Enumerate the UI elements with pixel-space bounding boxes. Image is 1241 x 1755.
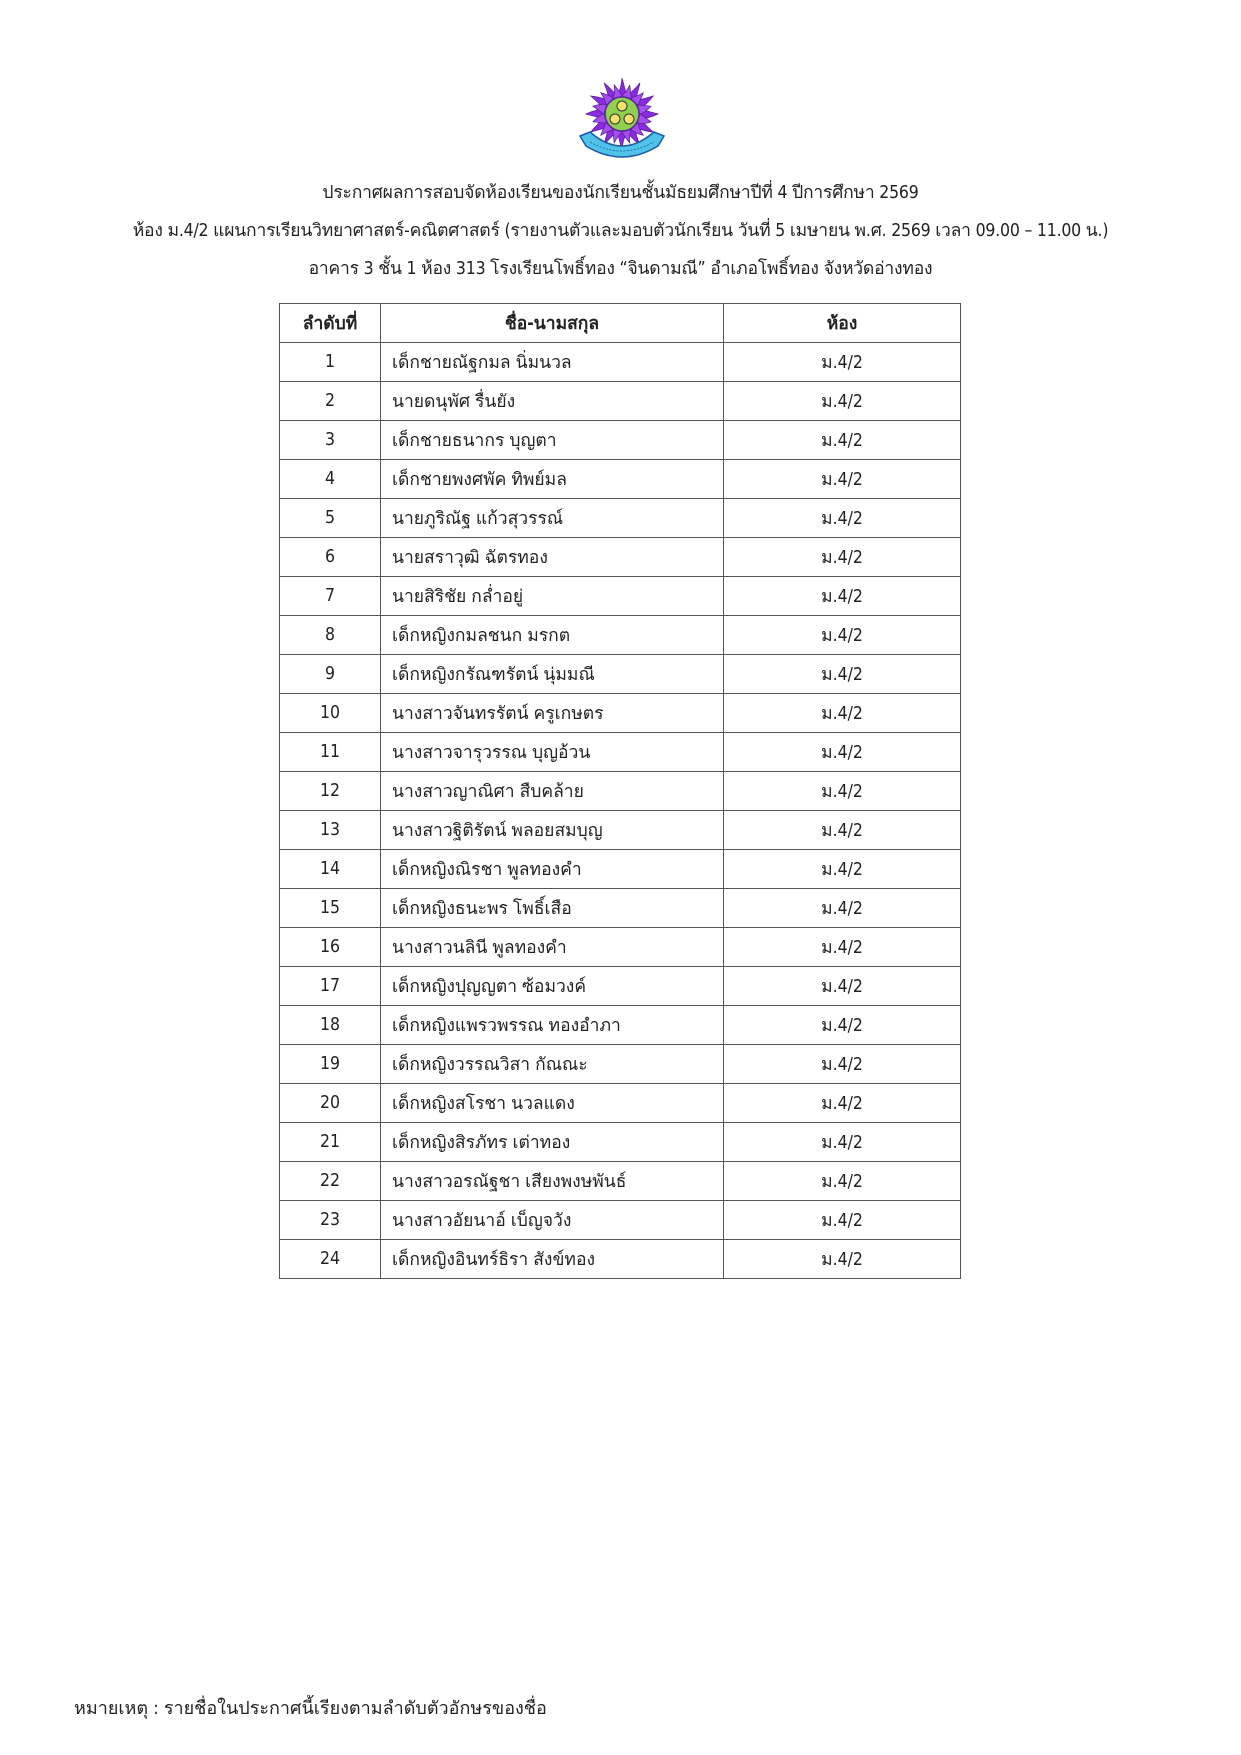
- room-cell: ม.4/2: [724, 655, 961, 694]
- table-row: [280, 655, 961, 694]
- row-number: 11: [280, 733, 381, 772]
- row-number: 6: [280, 538, 381, 577]
- room-cell: ม.4/2: [724, 694, 961, 733]
- announcement-title: ประกาศผลการสอบจัดห้องเรียนของนักเรียนชั้นมัธยมศึกษาปีที่ 4 ปีการศึกษา 2569: [322, 183, 919, 203]
- column-header-room: ห้อง: [724, 304, 961, 343]
- table-row: [280, 616, 961, 655]
- row-number: 20: [280, 1084, 381, 1123]
- class-info: ห้อง ม.4/2 แผนการเรียนวิทยาศาสตร์-คณิตศาสตร์ (รายงานตัวและมอบตัวนักเรียน วันที่ 5 เมษายน พ.ศ. 2569 เวลา 09.00 – 11.00 น.): [132, 221, 1109, 241]
- table-row: [280, 382, 961, 421]
- table-row: [280, 538, 961, 577]
- student-name: เด็กหญิงสิรภัทร เต่าทอง: [381, 1123, 724, 1162]
- student-name: นางสาวอรณัฐชา เสียงพงษพันธ์: [381, 1162, 724, 1201]
- row-number: 10: [280, 694, 381, 733]
- table-row: [280, 850, 961, 889]
- room-cell: ม.4/2: [724, 1006, 961, 1045]
- student-name: เด็กหญิงธนะพร โพธิ์เสือ: [381, 889, 724, 928]
- room-cell: ม.4/2: [724, 382, 961, 421]
- student-name: นางสาวญาณิศา สืบคล้าย: [381, 772, 724, 811]
- row-number: 19: [280, 1045, 381, 1084]
- room-cell: ม.4/2: [724, 1201, 961, 1240]
- table-row: [280, 421, 961, 460]
- student-name: เด็กหญิงกรัณฑรัตน์ นุ่มมณี: [381, 655, 724, 694]
- row-number: 8: [280, 616, 381, 655]
- student-name: นางสาวอัยนาอ์ เบ็ญจวัง: [381, 1201, 724, 1240]
- room-cell: ม.4/2: [724, 538, 961, 577]
- table-row: [280, 889, 961, 928]
- table-row: [280, 1240, 961, 1279]
- room-cell: ม.4/2: [724, 733, 961, 772]
- row-number: 23: [280, 1201, 381, 1240]
- school-logo: [574, 72, 670, 164]
- student-name: เด็กหญิงสโรชา นวลแดง: [381, 1084, 724, 1123]
- table-row: [280, 460, 961, 499]
- table-row: [280, 1123, 961, 1162]
- school-emblem-icon: [574, 72, 670, 164]
- student-name: นายสราวุฒิ ฉัตรทอง: [381, 538, 724, 577]
- student-name: เด็กหญิงกมลชนก มรกต: [381, 616, 724, 655]
- student-name: เด็กหญิงอินทร์ธิรา สังข์ทอง: [381, 1240, 724, 1279]
- student-name: นายสิริชัย กล่ำอยู่: [381, 577, 724, 616]
- row-number: 18: [280, 1006, 381, 1045]
- column-header-number: ลำดับที่: [280, 304, 381, 343]
- student-table: [279, 303, 961, 1279]
- student-name: เด็กหญิงวรรณวิสา กัณณะ: [381, 1045, 724, 1084]
- row-number: 7: [280, 577, 381, 616]
- column-header-name: ชื่อ-นามสกุล: [381, 304, 724, 343]
- row-number: 21: [280, 1123, 381, 1162]
- row-number: 3: [280, 421, 381, 460]
- student-name: นายดนุพัศ รื่นยัง: [381, 382, 724, 421]
- room-cell: ม.4/2: [724, 577, 961, 616]
- location-info: อาคาร 3 ชั้น 1 ห้อง 313 โรงเรียนโพธิ์ทอง “จินดามณี” อำเภอโพธิ์ทอง จังหวัดอ่างทอง: [308, 259, 933, 279]
- table-row: [280, 694, 961, 733]
- table-row: [280, 1006, 961, 1045]
- student-name: เด็กชายธนากร บุญตา: [381, 421, 724, 460]
- room-cell: ม.4/2: [724, 928, 961, 967]
- row-number: 4: [280, 460, 381, 499]
- student-name: เด็กหญิงณิรชา พูลทองคำ: [381, 850, 724, 889]
- row-number: 12: [280, 772, 381, 811]
- room-cell: ม.4/2: [724, 421, 961, 460]
- room-cell: ม.4/2: [724, 460, 961, 499]
- row-number: 14: [280, 850, 381, 889]
- room-cell: ม.4/2: [724, 1162, 961, 1201]
- row-number: 9: [280, 655, 381, 694]
- room-cell: ม.4/2: [724, 1084, 961, 1123]
- table-row: [280, 1045, 961, 1084]
- row-number: 1: [280, 343, 381, 382]
- table-row: [280, 577, 961, 616]
- student-name: เด็กหญิงแพรวพรรณ ทองอำภา: [381, 1006, 724, 1045]
- row-number: 2: [280, 382, 381, 421]
- row-number: 22: [280, 1162, 381, 1201]
- row-number: 13: [280, 811, 381, 850]
- room-cell: ม.4/2: [724, 1240, 961, 1279]
- table-row: [280, 499, 961, 538]
- table-row: [280, 1201, 961, 1240]
- student-name: นางสาวฐิติรัตน์ พลอยสมบุญ: [381, 811, 724, 850]
- room-cell: ม.4/2: [724, 850, 961, 889]
- room-cell: ม.4/2: [724, 967, 961, 1006]
- student-name: เด็กชายพงศพัค ทิพย์มล: [381, 460, 724, 499]
- student-name: นางสาวจารุวรรณ บุญอ้วน: [381, 733, 724, 772]
- student-name: เด็กชายณัฐกมล นิ่มนวล: [381, 343, 724, 382]
- student-name: นายภูริณัฐ แก้วสุวรรณ์: [381, 499, 724, 538]
- row-number: 16: [280, 928, 381, 967]
- room-cell: ม.4/2: [724, 772, 961, 811]
- table-row: [280, 772, 961, 811]
- table-row: [280, 343, 961, 382]
- student-name: นางสาวจันทรรัตน์ ครูเกษตร: [381, 694, 724, 733]
- room-cell: ม.4/2: [724, 1123, 961, 1162]
- row-number: 24: [280, 1240, 381, 1279]
- room-cell: ม.4/2: [724, 811, 961, 850]
- table-row: [280, 1084, 961, 1123]
- table-row: [280, 967, 961, 1006]
- footnote: หมายเหตุ : รายชื่อในประกาศนี้เรียงตามลำดับตัวอักษรของชื่อ: [74, 1698, 547, 1719]
- room-cell: ม.4/2: [724, 889, 961, 928]
- row-number: 15: [280, 889, 381, 928]
- row-number: 17: [280, 967, 381, 1006]
- room-cell: ม.4/2: [724, 343, 961, 382]
- room-cell: ม.4/2: [724, 499, 961, 538]
- row-number: 5: [280, 499, 381, 538]
- student-name: เด็กหญิงปุญญตา ซ้อมวงค์: [381, 967, 724, 1006]
- table-row: [280, 928, 961, 967]
- table-row: [280, 1162, 961, 1201]
- student-name: นางสาวนลินี พูลทองคำ: [381, 928, 724, 967]
- table-row: [280, 733, 961, 772]
- room-cell: ม.4/2: [724, 616, 961, 655]
- table-row: [280, 811, 961, 850]
- room-cell: ม.4/2: [724, 1045, 961, 1084]
- table-header-row: [280, 304, 961, 343]
